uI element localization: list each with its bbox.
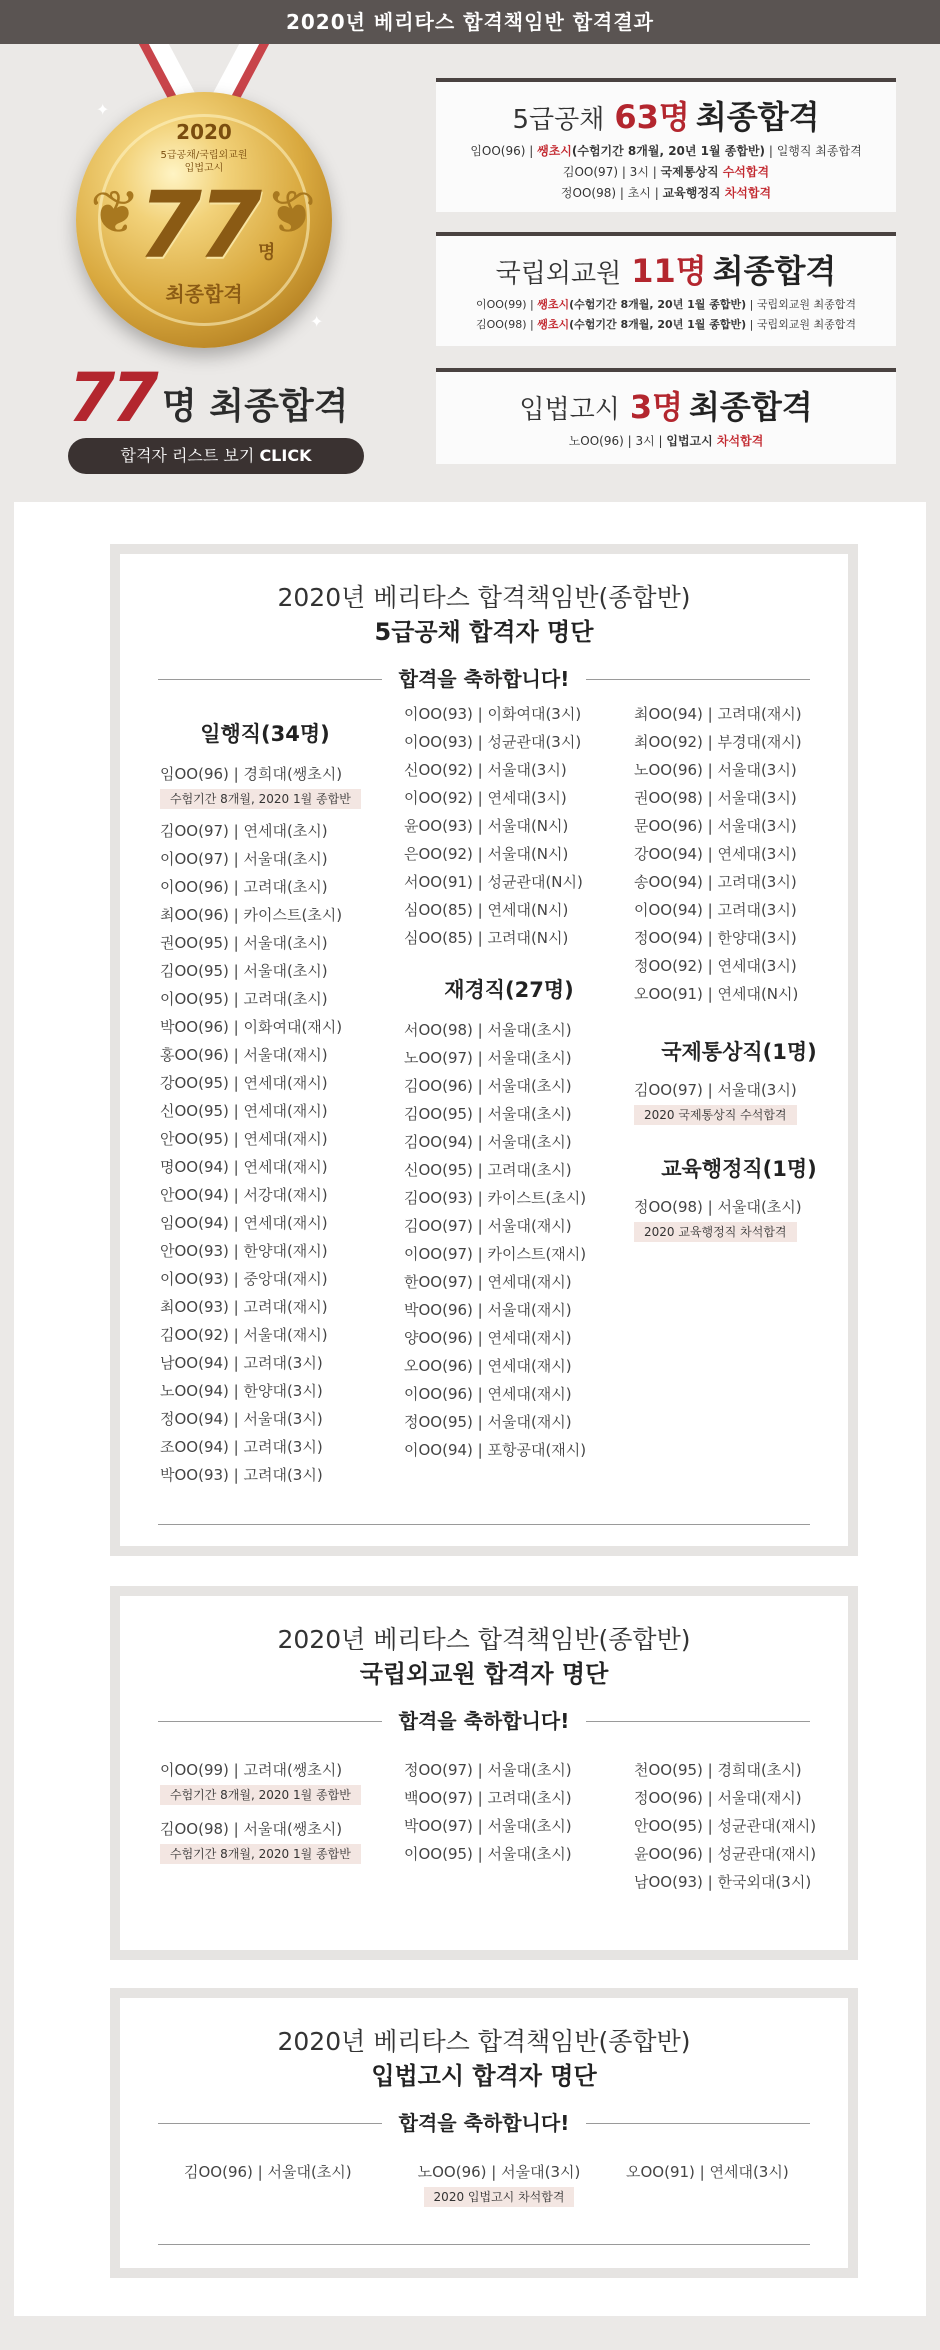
section-subtitle: 국립외교원 합격자 명단 <box>359 1660 609 1688</box>
medal-label: 최종합격 <box>165 282 243 306</box>
list-item: 최OO(96) | 카이스트(초시) <box>160 906 343 924</box>
list-item: 이OO(94) | 고려대(3시) <box>634 901 797 919</box>
list-item: 남OO(93) | 한국외대(3시) <box>634 1873 812 1891</box>
total-number: 77 <box>68 359 155 438</box>
list-item: 김OO(94) | 서울대(초시) <box>404 1133 572 1151</box>
list-item: 정OO(94) | 서울대(3시) <box>160 1410 323 1428</box>
summary-final: 최종합격 <box>695 98 820 136</box>
section-title: 2020년 베리타스 합격책임반(종합반) <box>277 1625 691 1654</box>
column-left <box>184 2158 364 2186</box>
section-subtitle: 입법고시 합격자 명단 <box>371 2062 597 2090</box>
section-title: 2020년 베리타스 합격책임반(종합반) <box>277 583 691 612</box>
section-diplomat <box>110 1586 858 1960</box>
note-badge: 수험기간 8개월, 2020 1월 종합반 <box>160 1844 361 1864</box>
list-item: 이OO(99) | 고려대(쌩초시) <box>160 1761 343 1779</box>
list-item: 최OO(92) | 부경대(재시) <box>634 733 802 751</box>
gold-medal <box>76 92 332 348</box>
list-item: 김OO(92) | 서울대(재시) <box>160 1326 328 1344</box>
list-item: 임OO(94) | 연세대(재시) <box>160 1214 328 1232</box>
list-item: 신OO(95) | 고려대(초시) <box>404 1161 572 1179</box>
list-item: 노OO(96) | 서울대(3시) <box>417 2163 581 2181</box>
list-item: 최OO(94) | 고려대(재시) <box>634 705 802 723</box>
list-item: 김OO(97) | 서울대(3시) <box>634 1081 797 1099</box>
summary-line: 임OO(96) | 쌩초시(수험기간 8개월, 20년 1월 종합반) | 일행직 최종합격 <box>470 144 862 158</box>
section-legislative <box>110 1988 858 2278</box>
list-item: 신OO(92) | 서울대(3시) <box>404 761 567 779</box>
category-heading: 국제통상직(1명) <box>661 1040 817 1064</box>
list-item: 안OO(95) | 연세대(재시) <box>160 1130 328 1148</box>
list-item: 김OO(98) | 서울대(쌩초시) <box>160 1820 343 1838</box>
list-item: 안OO(93) | 한양대(재시) <box>160 1242 328 1260</box>
laurel-left-icon: ❦ <box>90 178 141 248</box>
list-item: 서OO(98) | 서울대(초시) <box>404 1021 572 1039</box>
list-item: 권OO(95) | 서울대(초시) <box>160 934 328 952</box>
summary-line: 이OO(99) | 쌩초시(수험기간 8개월, 20년 1월 종합반) | 국립외교원 최종합격 <box>475 298 857 311</box>
list-item: 박OO(96) | 이화여대(재시) <box>160 1018 343 1036</box>
list-item: 이OO(93) | 성균관대(3시) <box>404 733 582 751</box>
congrats-heading <box>158 666 810 692</box>
section-title: 2020년 베리타스 합격책임반(종합반) <box>277 2027 691 2056</box>
list-item: 명OO(94) | 연세대(재시) <box>160 1158 328 1176</box>
list-item: 이OO(96) | 연세대(재시) <box>404 1385 572 1403</box>
list-item: 백OO(97) | 고려대(초시) <box>404 1789 572 1807</box>
list-item: 김OO(97) | 연세대(초시) <box>160 822 328 840</box>
list-item: 정OO(95) | 서울대(재시) <box>404 1413 572 1431</box>
summary-count: 11명 <box>631 252 707 290</box>
section-5geup <box>110 544 858 1556</box>
list-item: 이OO(94) | 포항공대(재시) <box>404 1441 587 1459</box>
list-item: 김OO(93) | 카이스트(초시) <box>404 1189 587 1207</box>
list-item: 이OO(97) | 서울대(초시) <box>160 850 328 868</box>
list-item: 박OO(97) | 서울대(초시) <box>404 1817 572 1835</box>
note-badge: 2020 교육행정직 차석합격 <box>634 1222 797 1242</box>
laurel-right-icon: ❦ <box>266 178 317 248</box>
summary-5geup <box>436 78 896 212</box>
note-badge: 2020 국제통상직 수석합격 <box>634 1105 797 1125</box>
page-title: 2020년 베리타스 합격책임반 합격결과 <box>0 0 940 44</box>
summary-line: 노OO(96) | 3시 | 입법고시 차석합격 <box>568 434 764 448</box>
list-item: 윤OO(96) | 성균관대(재시) <box>634 1845 817 1863</box>
summary-diplomat <box>436 232 896 346</box>
summary-exam: 국립외교원 <box>495 259 622 289</box>
column-right <box>634 1756 844 1896</box>
category-heading: 재경직(27명) <box>444 978 574 1002</box>
section-divider <box>158 1524 810 1525</box>
list-item: 은OO(92) | 서울대(N시) <box>404 845 569 863</box>
medal-subtitle-2: 입법고시 <box>184 163 224 174</box>
list-item: 이OO(95) | 서울대(초시) <box>404 1845 572 1863</box>
list-item: 홍OO(96) | 서울대(재시) <box>160 1046 328 1064</box>
sparkle-icon: ✦ <box>310 312 324 331</box>
list-item: 정OO(96) | 서울대(재시) <box>634 1789 802 1807</box>
view-list-button-label: 합격자 리스트 보기 <box>120 446 255 465</box>
note-badge: 수험기간 8개월, 2020 1월 종합반 <box>160 1785 361 1805</box>
congrats-text: 합격을 축하합니다! <box>398 667 570 691</box>
medal-unit: 명 <box>258 242 276 263</box>
summary-final: 최종합격 <box>712 252 837 290</box>
list-item: 안OO(95) | 성균관대(재시) <box>634 1817 817 1835</box>
list-item: 최OO(93) | 고려대(재시) <box>160 1298 328 1316</box>
column-middle <box>404 1756 614 1868</box>
list-item: 박OO(93) | 고려대(3시) <box>160 1466 323 1484</box>
total-label: 명 최종합격 <box>162 386 349 427</box>
list-item: 노OO(96) | 서울대(3시) <box>634 761 797 779</box>
list-item: 서OO(91) | 성균관대(N시) <box>404 873 583 891</box>
list-item: 이OO(93) | 이화여대(3시) <box>404 705 582 723</box>
list-item: 신OO(95) | 연세대(재시) <box>160 1102 328 1120</box>
summary-count: 3명 <box>629 388 683 426</box>
view-list-button[interactable] <box>68 438 364 474</box>
list-item: 이OO(97) | 카이스트(재시) <box>404 1245 587 1263</box>
note-badge: 2020 입법고시 차석합격 <box>424 2187 575 2207</box>
summary-line: 정OO(98) | 초시 | 교육행정직 차석합격 <box>560 186 772 200</box>
list-item: 정OO(97) | 서울대(초시) <box>404 1761 572 1779</box>
summary-final: 최종합격 <box>689 388 813 426</box>
list-item: 김OO(96) | 서울대(초시) <box>184 2163 352 2181</box>
list-item: 정OO(98) | 서울대(초시) <box>634 1198 802 1216</box>
list-item: 강OO(94) | 연세대(3시) <box>634 845 797 863</box>
list-item: 박OO(96) | 서울대(재시) <box>404 1301 572 1319</box>
list-item: 윤OO(93) | 서울대(N시) <box>404 817 569 835</box>
list-item: 문OO(96) | 서울대(3시) <box>634 817 797 835</box>
congrats-heading <box>158 2110 810 2136</box>
list-item: 정OO(94) | 한양대(3시) <box>634 929 797 947</box>
view-list-button-click: CLICK <box>259 446 312 465</box>
list-item: 심OO(85) | 연세대(N시) <box>404 901 569 919</box>
column-left <box>160 1756 370 1864</box>
summary-legislative <box>436 368 896 464</box>
list-item: 강OO(95) | 연세대(재시) <box>160 1074 328 1092</box>
list-item: 오OO(91) | 연세대(3시) <box>626 2163 789 2181</box>
summary-exam: 5급공채 <box>512 105 605 135</box>
section-subtitle: 5급공채 합격자 명단 <box>374 618 594 646</box>
results-panel <box>14 502 926 2316</box>
list-item: 송OO(94) | 고려대(3시) <box>634 873 797 891</box>
list-item: 권OO(98) | 서울대(3시) <box>634 789 797 807</box>
list-item: 노OO(97) | 서울대(초시) <box>404 1049 572 1067</box>
list-item: 오OO(96) | 연세대(재시) <box>404 1357 572 1375</box>
list-item: 조OO(94) | 고려대(3시) <box>160 1438 323 1456</box>
list-item: 이OO(95) | 고려대(초시) <box>160 990 328 1008</box>
list-item: 오OO(91) | 연세대(N시) <box>634 985 799 1003</box>
congrats-text: 합격을 축하합니다! <box>398 2111 570 2135</box>
list-item: 김OO(95) | 서울대(초시) <box>160 962 328 980</box>
medal-subtitle-1: 5급공채/국립외교원 <box>160 150 248 161</box>
sparkle-icon: ✦ <box>96 100 110 119</box>
list-item: 이OO(96) | 고려대(초시) <box>160 878 328 896</box>
congrats-heading <box>158 1708 810 1734</box>
list-item: 남OO(94) | 고려대(3시) <box>160 1354 323 1372</box>
column-middle <box>404 2158 594 2207</box>
list-item: 이OO(92) | 연세대(3시) <box>404 789 567 807</box>
summary-line: 김OO(98) | 쌩초시(수험기간 8개월, 20년 1월 종합반) | 국립외교원 최종합격 <box>475 318 857 331</box>
summary-count: 63명 <box>614 98 690 136</box>
list-item: 한OO(97) | 연세대(재시) <box>404 1273 572 1291</box>
list-item: 이OO(93) | 중앙대(재시) <box>160 1270 328 1288</box>
column-general-admin <box>160 714 370 1489</box>
list-item: 노OO(94) | 한양대(3시) <box>160 1382 323 1400</box>
congrats-text: 합격을 축하합니다! <box>398 1709 570 1733</box>
summary-line: 김OO(97) | 3시 | 국제통상직 수석합격 <box>562 165 770 179</box>
column-right <box>626 2158 806 2186</box>
section-divider <box>158 2244 810 2245</box>
list-item: 안OO(94) | 서강대(재시) <box>160 1186 328 1204</box>
list-item: 천OO(95) | 경희대(초시) <box>634 1761 802 1779</box>
list-item: 김OO(96) | 서울대(초시) <box>404 1077 572 1095</box>
column-middle <box>404 700 614 1464</box>
list-item: 임OO(96) | 경희대(쌩초시) <box>160 765 343 783</box>
column-right <box>634 700 844 1242</box>
summary-exam: 입법고시 <box>519 395 620 425</box>
category-heading: 교육행정직(1명) <box>661 1157 817 1181</box>
list-item: 김OO(97) | 서울대(재시) <box>404 1217 572 1235</box>
medal-number: 77 <box>138 172 259 279</box>
list-item: 양OO(96) | 연세대(재시) <box>404 1329 572 1347</box>
medal-year: 2020 <box>176 120 232 144</box>
note-badge: 수험기간 8개월, 2020 1월 종합반 <box>160 789 361 809</box>
list-item: 김OO(95) | 서울대(초시) <box>404 1105 572 1123</box>
list-item: 정OO(92) | 연세대(3시) <box>634 957 797 975</box>
list-item: 심OO(85) | 고려대(N시) <box>404 929 569 947</box>
category-heading: 일행직(34명) <box>200 722 330 746</box>
